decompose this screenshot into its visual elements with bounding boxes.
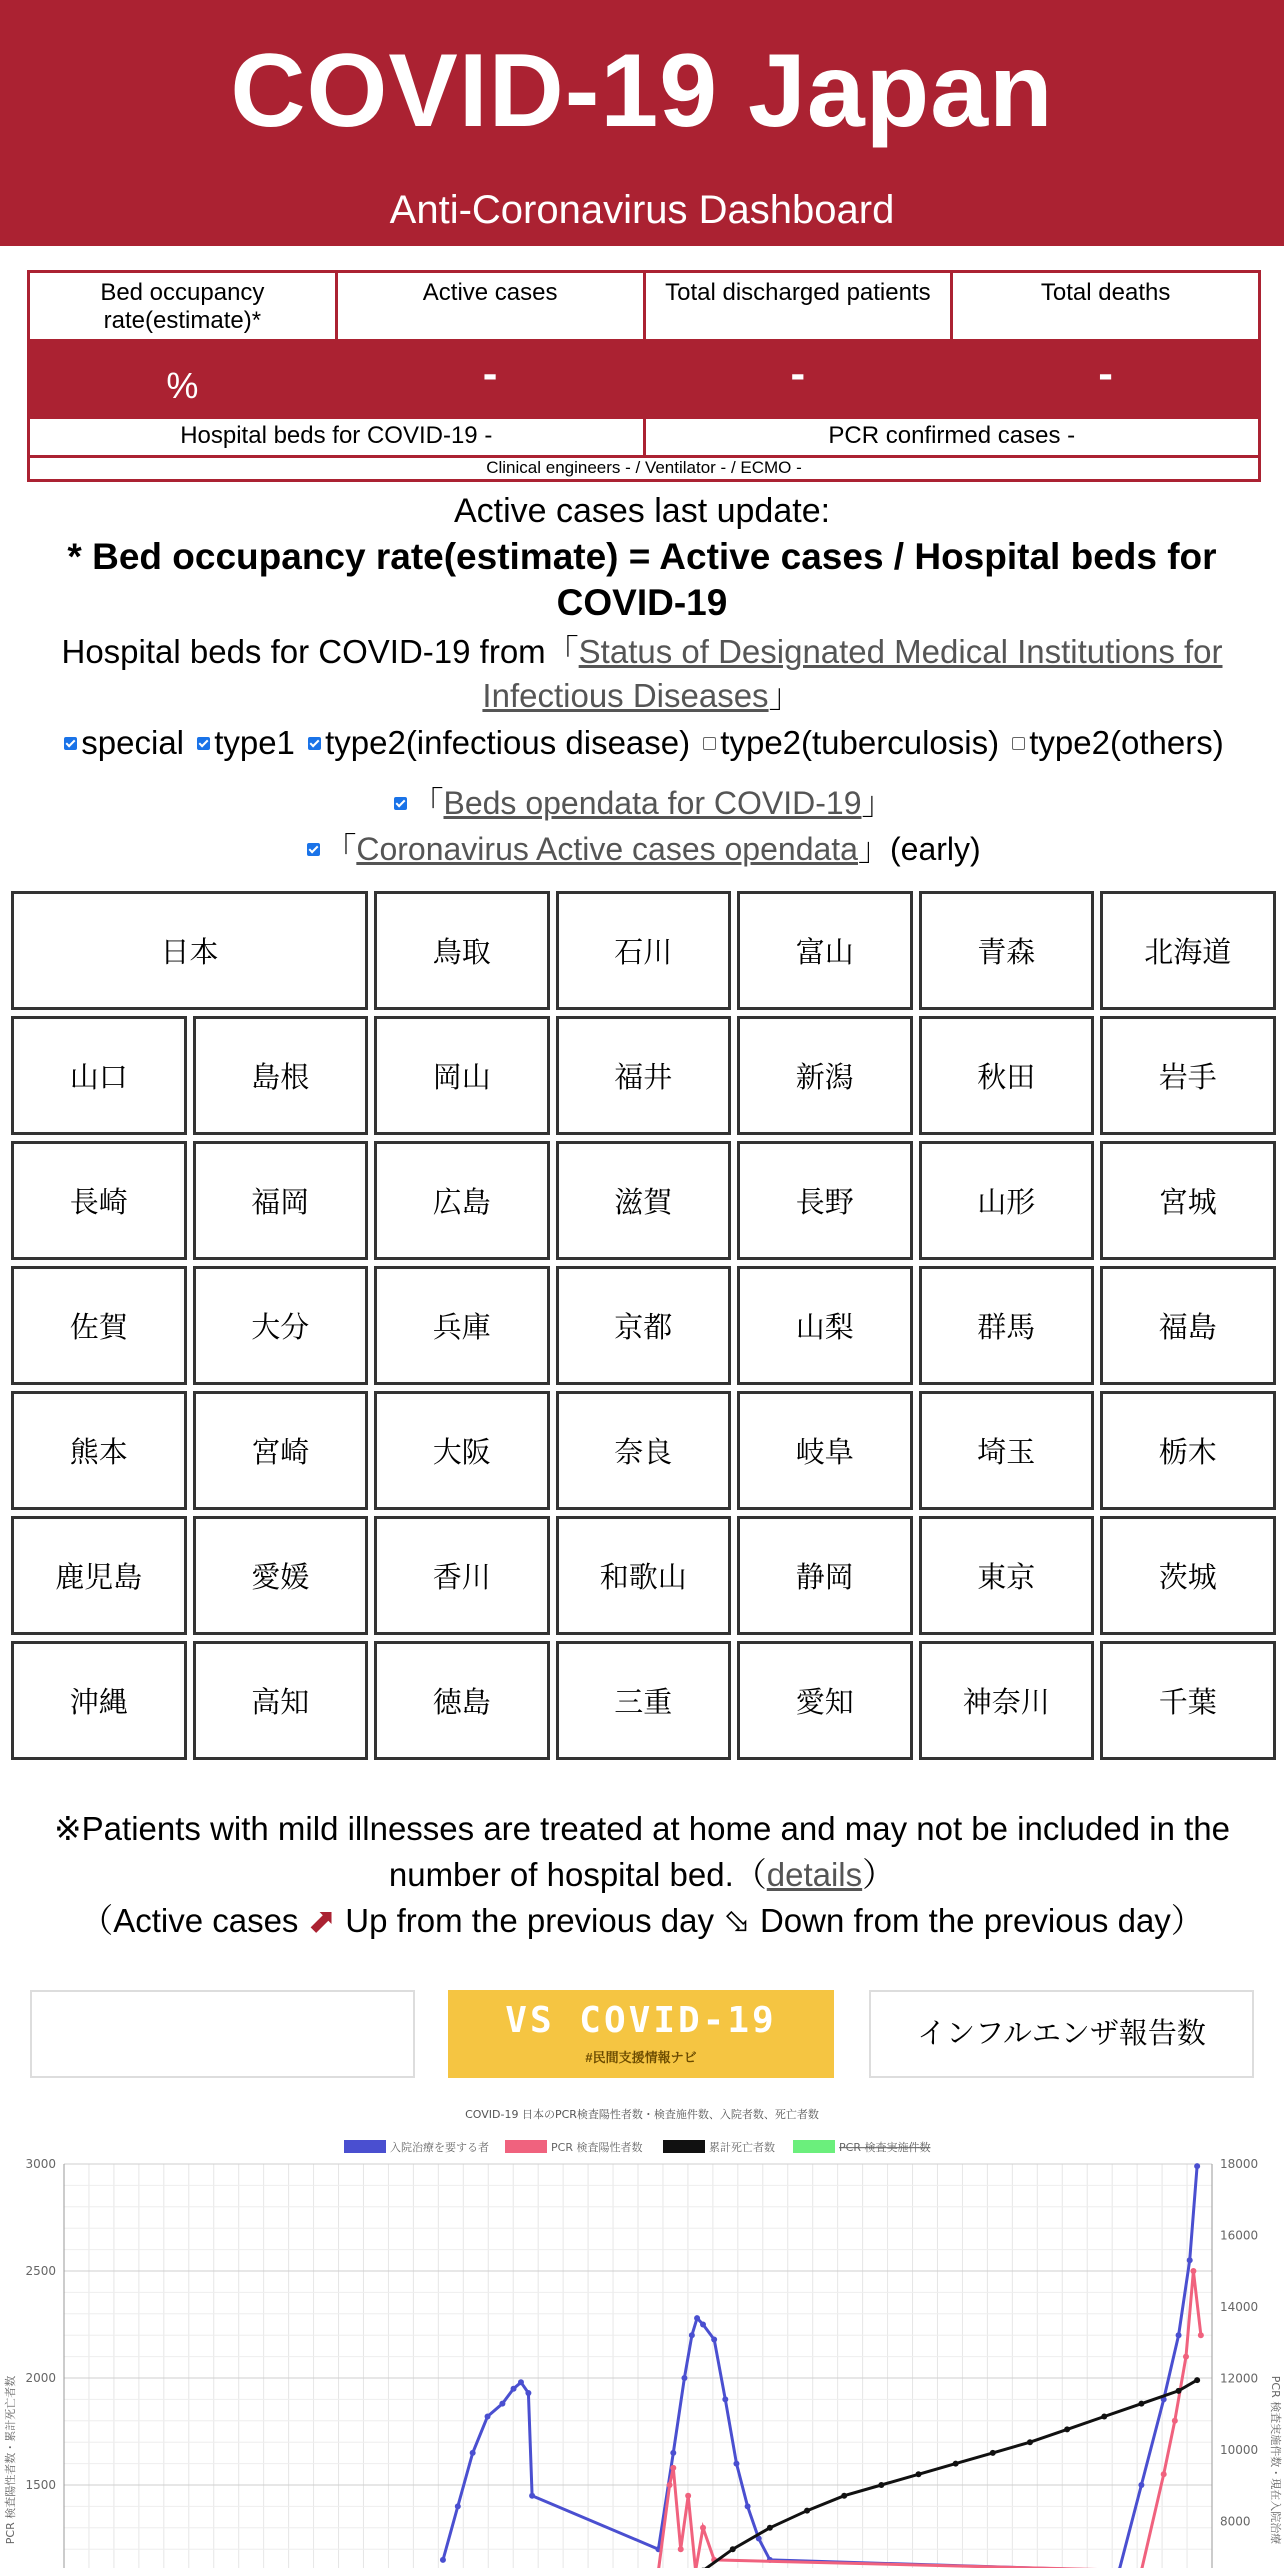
prefecture-button[interactable]: 愛知 bbox=[737, 1641, 913, 1760]
legend-swatch bbox=[793, 2140, 835, 2153]
bed-type-checkbox[interactable] bbox=[308, 737, 321, 750]
prefecture-button[interactable]: 岩手 bbox=[1100, 1016, 1276, 1135]
prefecture-button[interactable]: 東京 bbox=[919, 1516, 1095, 1635]
series-point bbox=[841, 2493, 847, 2499]
beds-source bbox=[40, 630, 1244, 718]
vs-covid-banner[interactable] bbox=[448, 1990, 834, 2078]
series-point bbox=[1161, 2471, 1167, 2477]
prefecture-button[interactable]: 埼玉 bbox=[919, 1391, 1095, 1510]
pcr-confirmed: PCR confirmed cases - bbox=[828, 422, 1076, 449]
occupancy-formula: * Bed occupancy rate(estimate) = Active cases / Hospital beds for COVID-19 bbox=[67, 536, 1217, 623]
header bbox=[0, 0, 1284, 246]
equipment-counts: Clinical engineers - / Ventilator - / ECMO - bbox=[486, 458, 802, 477]
series-point bbox=[953, 2461, 959, 2467]
prefecture-button[interactable]: 新潟 bbox=[737, 1016, 913, 1135]
source-suffix: 」 bbox=[768, 677, 802, 714]
stat-label-discharged: Total discharged patients bbox=[646, 273, 954, 339]
series-point bbox=[1027, 2439, 1033, 2445]
series-point bbox=[990, 2450, 996, 2456]
stat-label-deaths: Total deaths bbox=[1040, 279, 1171, 306]
series-point bbox=[745, 2503, 751, 2509]
series-point bbox=[915, 2471, 921, 2477]
bed-type-checkbox[interactable] bbox=[703, 737, 716, 750]
prefecture-button[interactable]: 熊本 bbox=[11, 1391, 187, 1510]
prefecture-grid bbox=[11, 891, 1273, 1763]
series-point bbox=[1190, 2268, 1196, 2274]
series-point bbox=[670, 2465, 676, 2471]
prefecture-button[interactable]: 和歌山 bbox=[556, 1516, 732, 1635]
series-point bbox=[685, 2493, 691, 2499]
bed-type-label: type2(others) bbox=[1029, 724, 1224, 761]
series-point bbox=[878, 2482, 884, 2488]
prefecture-button[interactable]: 栃木 bbox=[1100, 1391, 1276, 1510]
designated-institutions-link[interactable]: Status of Designated Medical Institutions for Infectious Diseases bbox=[482, 633, 1223, 714]
beds-opendata-link[interactable]: Beds opendata for COVID-19 bbox=[443, 785, 862, 821]
prefecture-button[interactable]: 山形 bbox=[919, 1141, 1095, 1260]
note-text: ※Patients with mild illnesses are treated at home and may not be included in the number of hospital bed.（ bbox=[54, 1810, 1230, 1893]
y-right-tick-label: 14000 bbox=[1220, 2300, 1259, 2314]
bed-type-label: type1 bbox=[214, 724, 295, 761]
prefecture-button[interactable]: 大阪 bbox=[374, 1391, 550, 1510]
stat-label-active: Active cases bbox=[338, 273, 646, 339]
prefecture-button[interactable]: 高知 bbox=[193, 1641, 369, 1760]
prefecture-button[interactable]: 愛媛 bbox=[193, 1516, 369, 1635]
prefecture-button[interactable]: 日本 bbox=[11, 891, 368, 1010]
prefecture-button[interactable]: 茨城 bbox=[1100, 1516, 1276, 1635]
prefecture-button[interactable]: 岡山 bbox=[374, 1016, 550, 1135]
series-point bbox=[681, 2375, 687, 2381]
prefecture-button[interactable]: 鹿児島 bbox=[11, 1516, 187, 1635]
series-point bbox=[1198, 2332, 1204, 2338]
prefecture-button[interactable]: 静岡 bbox=[737, 1516, 913, 1635]
prefecture-button[interactable]: 神奈川 bbox=[919, 1641, 1095, 1760]
stats-panel bbox=[27, 270, 1261, 482]
legend-active-cases: （Active cases bbox=[80, 1902, 299, 1939]
prefecture-button[interactable]: 兵庫 bbox=[374, 1266, 550, 1385]
vs-covid-title: VS COVID-19 bbox=[505, 2000, 777, 2041]
stat-value-occupancy: % bbox=[30, 339, 338, 419]
blank-banner[interactable] bbox=[30, 1990, 415, 2078]
series-point bbox=[1187, 2257, 1193, 2263]
y-right-tick-label: 16000 bbox=[1220, 2228, 1259, 2243]
influenza-banner[interactable]: インフルエンザ報告数 bbox=[869, 1990, 1254, 2078]
stat-value-active: - bbox=[338, 339, 646, 419]
y-right-tick-label: 12000 bbox=[1220, 2371, 1259, 2386]
prefecture-button[interactable]: 宮崎 bbox=[193, 1391, 369, 1510]
prefecture-button[interactable]: 三重 bbox=[556, 1641, 732, 1760]
series-point bbox=[1194, 2377, 1200, 2383]
legend-label: 累計死亡者数 bbox=[709, 2141, 775, 2154]
stat-value-deaths: - bbox=[1098, 349, 1113, 398]
bed-type-checkbox[interactable] bbox=[197, 737, 210, 750]
prefecture-button[interactable]: 広島 bbox=[374, 1141, 550, 1260]
bed-type-label: special bbox=[81, 724, 185, 761]
series-point bbox=[525, 2390, 531, 2396]
prefecture-button[interactable]: 宮城 bbox=[1100, 1141, 1276, 1260]
series-point bbox=[485, 2414, 491, 2420]
legend-down: Down from the previous day） bbox=[759, 1902, 1204, 1939]
stats-equipment-row bbox=[30, 455, 1258, 482]
series-point bbox=[694, 2315, 700, 2321]
y-right-axis-label: PCR 検査実施件数・現在入院治療 bbox=[1269, 2375, 1282, 2545]
covid-chart bbox=[0, 2100, 1284, 2568]
prefecture-button[interactable]: 佐賀 bbox=[11, 1266, 187, 1385]
last-update: Active cases last update: bbox=[453, 492, 831, 530]
bracket-close: 」 bbox=[861, 785, 894, 821]
prefecture-button[interactable]: 大分 bbox=[193, 1266, 369, 1385]
y-right-tick-label: 10000 bbox=[1220, 2443, 1259, 2457]
stats-beds-row bbox=[30, 419, 1258, 458]
prefecture-button[interactable]: 山梨 bbox=[737, 1266, 913, 1385]
series-point bbox=[455, 2503, 461, 2509]
app-subtitle: Anti-Coronavirus Dashboard bbox=[389, 188, 895, 232]
bracket-close: 」 bbox=[857, 831, 890, 867]
series-point bbox=[529, 2493, 535, 2499]
prefecture-button[interactable]: 香川 bbox=[374, 1516, 550, 1635]
series-point bbox=[470, 2450, 476, 2456]
beds-opendata-checkbox[interactable] bbox=[394, 797, 407, 810]
prefecture-button[interactable]: 富山 bbox=[737, 891, 913, 1010]
details-link[interactable]: details bbox=[766, 1856, 863, 1893]
series-point bbox=[1183, 2354, 1189, 2360]
cases-opendata-checkbox[interactable] bbox=[307, 843, 320, 856]
beds-opendata-row bbox=[40, 780, 1244, 826]
prefecture-button[interactable]: 福島 bbox=[1100, 1266, 1276, 1385]
legend-label: PCR 検査実施件数 bbox=[839, 2141, 931, 2154]
bed-type-label: type2(infectious disease) bbox=[325, 724, 691, 761]
banner-row bbox=[30, 1990, 1254, 2078]
prefecture-button[interactable]: 福井 bbox=[556, 1016, 732, 1135]
series-point bbox=[767, 2525, 773, 2531]
series-point bbox=[700, 2322, 706, 2328]
series-line bbox=[658, 2271, 1201, 2568]
series-point bbox=[1172, 2418, 1178, 2424]
series-point bbox=[711, 2336, 717, 2342]
series-point bbox=[511, 2386, 517, 2392]
series-point bbox=[440, 2557, 446, 2563]
vs-covid-subtitle: #民間支援情報ナビ bbox=[585, 2050, 697, 2065]
bed-type-checkbox[interactable] bbox=[1012, 737, 1025, 750]
series-point bbox=[518, 2379, 524, 2385]
prefecture-button[interactable]: 山口 bbox=[11, 1016, 187, 1135]
y-left-axis-label: PCR 検査陽性者数・累計死亡者数 bbox=[4, 2375, 17, 2545]
y-left-tick-label: 3000 bbox=[25, 2157, 56, 2171]
prefecture-button[interactable]: 北海道 bbox=[1100, 891, 1276, 1010]
bracket-open: 「 bbox=[324, 831, 357, 867]
prefecture-button[interactable]: 島根 bbox=[193, 1016, 369, 1135]
app-title: COVID-19 Japan bbox=[230, 33, 1054, 149]
y-right-tick-label: 8000 bbox=[1220, 2514, 1251, 2529]
bracket-open: 「 bbox=[411, 785, 444, 821]
legend-swatch bbox=[344, 2140, 386, 2153]
y-left-tick-label: 1500 bbox=[25, 2478, 56, 2492]
series-point bbox=[804, 2508, 810, 2514]
prefecture-button[interactable]: 徳島 bbox=[374, 1641, 550, 1760]
series-line bbox=[443, 2166, 1197, 2568]
y-left-tick-label: 2500 bbox=[25, 2264, 56, 2278]
legend-label: 入院治療を要する者 bbox=[390, 2141, 489, 2154]
prefecture-button[interactable]: 石川 bbox=[556, 891, 732, 1010]
prefecture-button[interactable]: 秋田 bbox=[919, 1016, 1095, 1135]
legend-label: PCR 検査陽性者数 bbox=[551, 2141, 643, 2154]
prefecture-button[interactable]: 沖縄 bbox=[11, 1641, 187, 1760]
series-point bbox=[667, 2482, 673, 2488]
prefecture-button[interactable]: 青森 bbox=[919, 891, 1095, 1010]
series-point bbox=[1176, 2388, 1182, 2394]
arrow-up-icon: ⬈ bbox=[307, 1902, 337, 1940]
stat-label-occupancy: Bed occupancy rate(estimate)* bbox=[30, 273, 338, 339]
series-point bbox=[722, 2396, 728, 2402]
series-point bbox=[1138, 2482, 1144, 2488]
cases-opendata-row bbox=[40, 826, 1244, 872]
series-point bbox=[1101, 2414, 1107, 2420]
prefecture-button[interactable]: 鳥取 bbox=[374, 891, 550, 1010]
series-point bbox=[678, 2546, 684, 2552]
stats-label-row bbox=[30, 273, 1258, 342]
series-point bbox=[499, 2401, 505, 2407]
legend-up: Up from the previous day bbox=[345, 1902, 714, 1939]
legend-swatch bbox=[505, 2140, 547, 2153]
note-close: ） bbox=[862, 1856, 896, 1893]
series-point bbox=[1138, 2401, 1144, 2407]
prefecture-button[interactable]: 奈良 bbox=[556, 1391, 732, 1510]
prefecture-button[interactable]: 長崎 bbox=[11, 1141, 187, 1260]
bed-type-label: type2(tuberculosis) bbox=[720, 724, 1000, 761]
prefecture-button[interactable]: 千葉 bbox=[1100, 1641, 1276, 1760]
arrow-down-icon: ⬂ bbox=[723, 1902, 751, 1939]
prefecture-button[interactable]: 滋賀 bbox=[556, 1141, 732, 1260]
prefecture-button[interactable]: 群馬 bbox=[919, 1266, 1095, 1385]
series-point bbox=[730, 2546, 736, 2552]
series-point bbox=[700, 2525, 706, 2531]
prefecture-button[interactable]: 京都 bbox=[556, 1266, 732, 1385]
bed-type-filters bbox=[40, 724, 1244, 762]
y-right-tick-label: 18000 bbox=[1220, 2157, 1259, 2171]
chart-title: COVID-19 日本のPCR検査陽性者数・検査施件数、入院者数、死亡者数 bbox=[465, 2108, 819, 2121]
source-prefix: Hospital beds for COVID-19 from「 bbox=[61, 633, 579, 670]
series-point bbox=[733, 2461, 739, 2467]
prefecture-button[interactable]: 岐阜 bbox=[737, 1391, 913, 1510]
stats-value-row bbox=[30, 339, 1258, 419]
prefecture-button[interactable]: 長野 bbox=[737, 1141, 913, 1260]
legend-swatch bbox=[663, 2140, 705, 2153]
cases-opendata-link[interactable]: Coronavirus Active cases opendata bbox=[356, 831, 858, 867]
y-left-tick-label: 2000 bbox=[25, 2371, 56, 2385]
prefecture-button[interactable]: 福岡 bbox=[193, 1141, 369, 1260]
stat-value-discharged: - bbox=[646, 339, 954, 419]
series-point bbox=[1064, 2426, 1070, 2432]
bed-type-checkbox[interactable] bbox=[64, 737, 77, 750]
cases-early-label: (early) bbox=[889, 831, 981, 867]
series-point bbox=[1176, 2332, 1182, 2338]
mild-illness-note bbox=[40, 1806, 1244, 1944]
series-point bbox=[689, 2332, 695, 2338]
series-point bbox=[670, 2450, 676, 2456]
hospital-beds: Hospital beds for COVID-19 - bbox=[30, 419, 646, 455]
series-line bbox=[703, 2380, 1197, 2568]
series-point bbox=[1194, 2163, 1200, 2169]
